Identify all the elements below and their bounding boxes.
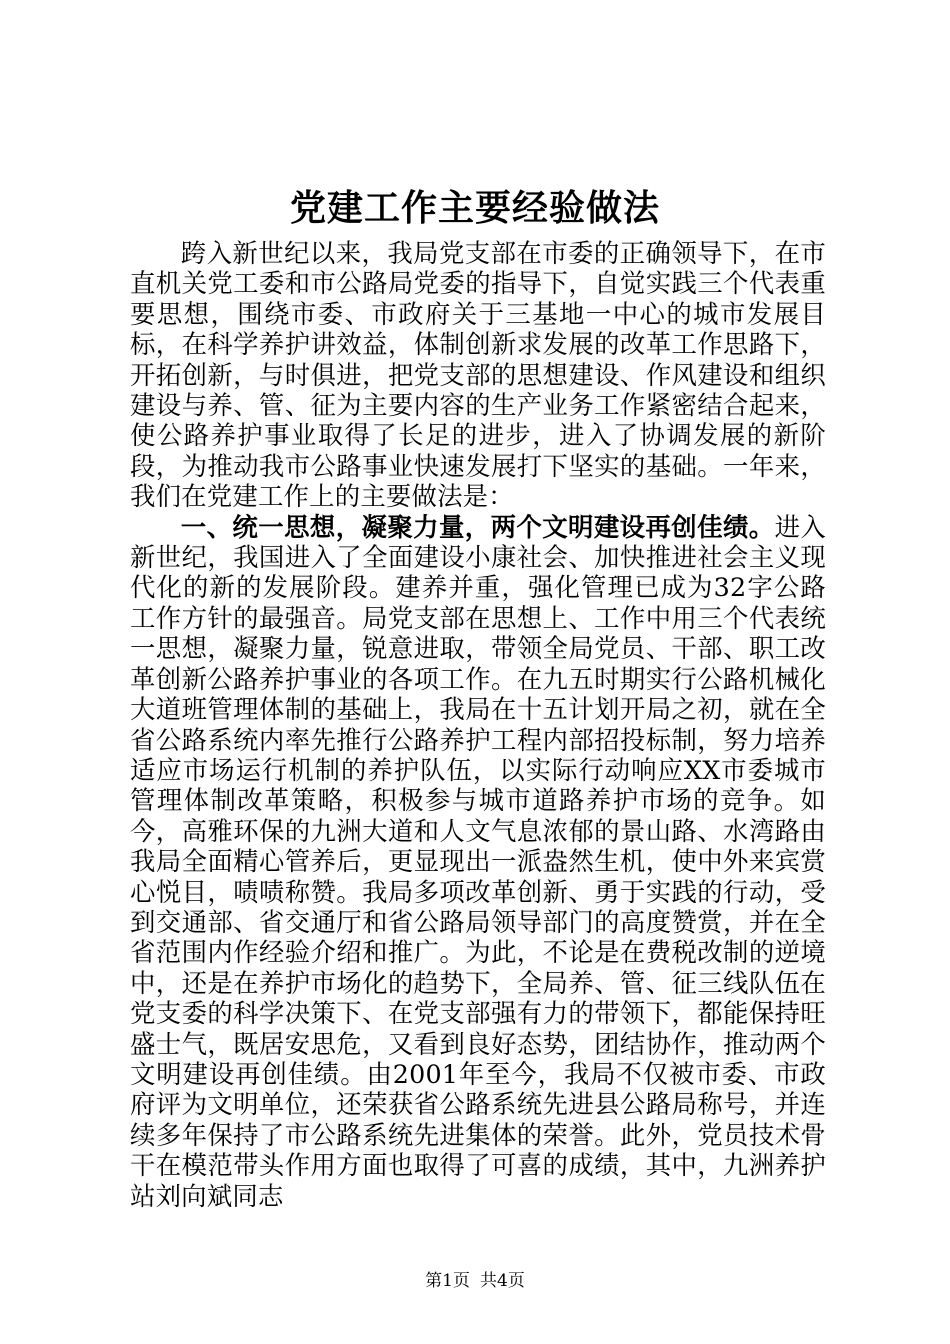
section-1-body: 进入新世纪，我国进入了全面建设小康社会、加快推进社会主义现代化的新的发展阶段。建养并重，强化管理已成为32字公路工作方针的最强音。局党支部在思想上、工作中用三个代表统一思想，凝聚力量，锐意进取，带领全局党员、干部、职工改革创新公路养护事业的各项工作。在九五时期实行公路机械化大道班管理体制的基础上，我局在十五计划开局之初，就在全省公路系统内率先推行公路养护工程内部招投标制，努力培养适应市场运行机制的养护队伍，以实际行动响应XX市委城市管理体制改革策略，积极参与城市道路养护市场的竞争。如今，高雅环保的九洲大道和人文气息浓郁的景山路、水湾路由我局全面精心管养后，更显现出一派盎然生机，使中外来宾赏心悦目，啧啧称赞。我局多项改革创新、勇于实践的行动，受到交通部、省交通厅和省公路局领导部门的高度赞赏，并在全省范围内作经验介绍和推广。为此，不论是在费税改制的逆境中，还是在养护市场化的趋势下，全局养、管、征三线队伍在党支委的科学决策下、在党支部强有力的带领下，都能保持旺盛士气，既居安思危，又看到良好态势，团结协作，推动两个文明建设再创佳绩。由2001年至今，我局不仅被市委、市政府评为文明单位，还荣获省公路系统先进县公路局称号，并连续多年保持了市公路系统先进集体的荣誉。此外，党员技术骨干在模范带头作用方面也取得了可喜的成绩，其中，九洲养护站刘向斌同志 [130, 511, 826, 1211]
intro-paragraph: 跨入新世纪以来，我局党支部在市委的正确领导下，在市直机关党工委和市公路局党委的指导下，自觉实践三个代表重要思想，围绕市委、市政府关于三基地一中心的城市发展目标，在科学养护讲效益，体制创新求发展的改革工作思路下，开拓创新，与时俱进，把党支部的思想建设、作风建设和组织建设与养、管、征为主要内容的生产业务工作紧密结合起来，使公路养护事业取得了长足的进步，进入了协调发展的新阶段，为推动我市公路事业快速发展打下坚实的基础。一年来，我们在党建工作上的主要做法是： [130, 238, 826, 512]
page-footer [0, 1270, 950, 1292]
document-body [130, 238, 826, 1211]
page-number: 第1页 [425, 1271, 470, 1291]
section-1-paragraph [130, 512, 826, 1211]
section-1-heading: 一、统一思想，凝聚力量，两个文明建设再创佳绩。 [180, 511, 775, 542]
page-title: 党建工作主要经验做法 [289, 187, 660, 229]
page-total: 共4页 [480, 1271, 525, 1291]
